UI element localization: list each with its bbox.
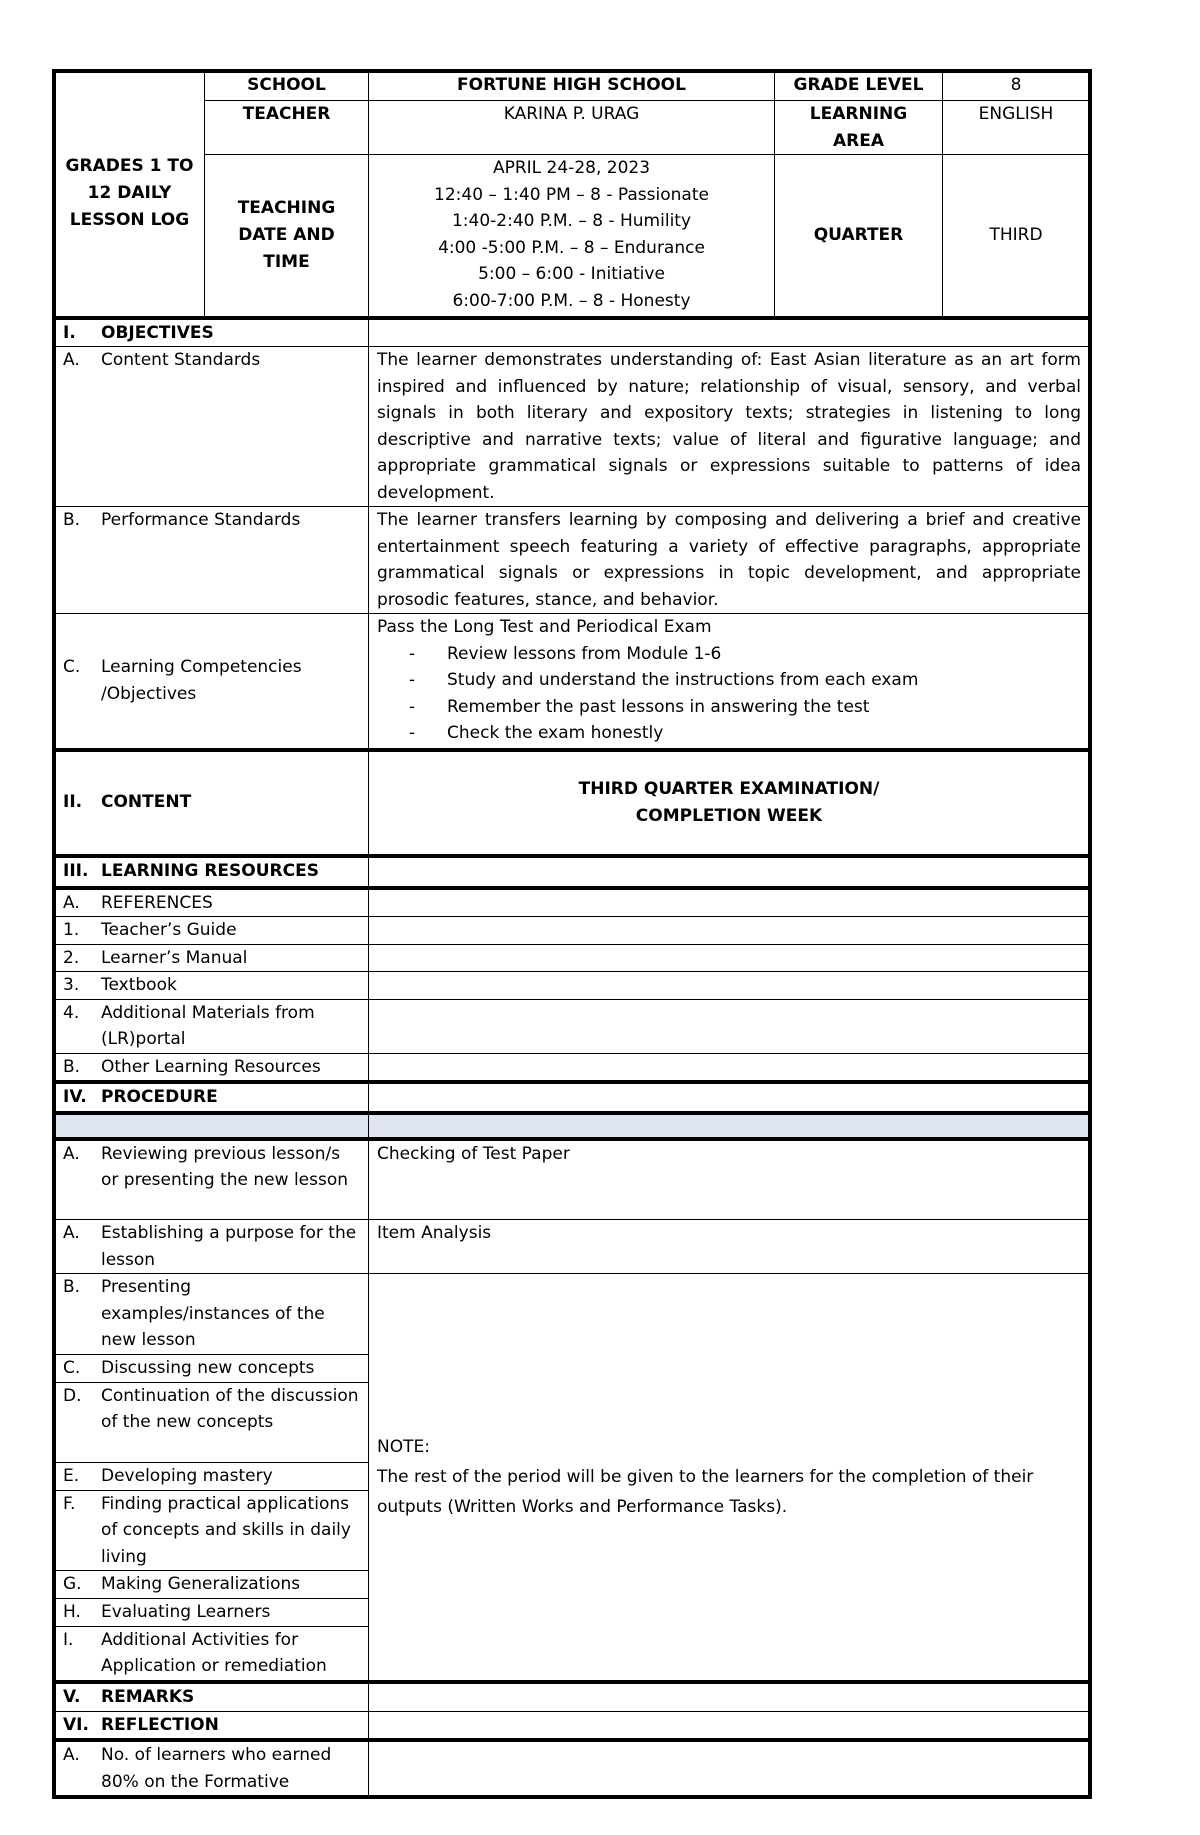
list-item: - Study and understand the instructions from each exam <box>408 670 919 690</box>
schedule-line: 1:40-2:40 P.M. – 8 - Humility <box>451 211 692 231</box>
log-title: GRADES 1 TO 12 DAILY LESSON LOG <box>55 72 205 318</box>
procedure-step-label: A. Establishing a purpose for the lesson <box>55 1220 369 1274</box>
schedule-line: 5:00 – 6:00 - Initiative <box>478 264 665 284</box>
quarter-value: THIRD <box>943 155 1090 318</box>
references-value <box>369 888 1090 917</box>
procedure-step-value: Item Analysis <box>369 1220 1090 1274</box>
reflection-item-label: A. No. of learners who earned 80% on the Formative <box>55 1740 369 1796</box>
schedule-line: 12:40 – 1:40 PM – 8 - Passionate <box>434 184 709 205</box>
procedure-step-label: B. Presenting examples/instances of the new lesson <box>55 1274 369 1355</box>
performance-standards-text: The learner transfers learning by composing and delivering a brief and creative entertainment speech featuring a variety of effective paragraphs, appropriate grammatical signals or expressions in topic development, and appropriate prosodic features, stance, and behavior. <box>369 507 1090 614</box>
additional-materials-value <box>369 999 1090 1053</box>
note-text: The rest of the period will be given to the learners for the completion of their outputs (Written Works and Performance Tasks). <box>377 1467 1034 1517</box>
grade-level-value: 8 <box>943 72 1090 101</box>
procedure-step-label: E. Developing mastery <box>55 1462 369 1490</box>
reflection-value <box>369 1711 1090 1740</box>
procedure-step-label: C. Discussing new concepts <box>55 1354 369 1382</box>
daily-lesson-log-table <box>54 71 1090 1797</box>
reflection-heading: VI. REFLECTION <box>55 1711 369 1740</box>
textbook-value <box>369 972 1090 1000</box>
teacher-value: KARINA P. URAG <box>369 101 775 155</box>
content-standards-text: The learner demonstrates understanding of: East Asian literature as an art form inspired and influenced by nature; relationship of visual, sensory, and verbal signals in both literary and expository texts; strategies in listening to long descriptive and narrative texts; value of literal and figurative language; and appropriate grammatical signals or expressions suitable to patterns of idea development. <box>369 347 1090 507</box>
procedure-step-label: H. Evaluating Learners <box>55 1599 369 1627</box>
learning-resources-heading: III. LEARNING RESOURCES <box>55 856 369 888</box>
list-item: - Review lessons from Module 1-6 <box>408 643 722 664</box>
learning-resources-value <box>369 856 1090 888</box>
schedule-line: 6:00-7:00 P.M. – 8 - Honesty <box>452 290 691 311</box>
quarter-label: QUARTER <box>775 155 943 318</box>
procedure-heading: IV. PROCEDURE <box>55 1082 369 1113</box>
additional-materials-label: 4. Additional Materials from (LR)portal <box>55 999 369 1053</box>
content-heading: II. CONTENT <box>55 750 369 856</box>
learners-manual-label: 2. Learner’s Manual <box>55 944 369 972</box>
other-resources-label: B. Other Learning Resources <box>55 1053 369 1082</box>
procedure-step-label: D. Continuation of the discussion of the new concepts <box>55 1382 369 1462</box>
objectives-heading: I. OBJECTIVES <box>55 318 369 347</box>
reflection-item-value <box>369 1740 1090 1796</box>
procedure-step-label: A. Reviewing previous lesson/s or presenting the new lesson <box>55 1139 369 1220</box>
school-label: SCHOOL <box>205 72 369 101</box>
list-item: - Remember the past lessons in answering the test <box>408 696 870 717</box>
content-value: THIRD QUARTER EXAMINATION/ COMPLETION WEEK <box>369 750 1090 856</box>
schedule-line: APRIL 24-28, 2023 <box>492 158 651 178</box>
learning-competencies-content <box>369 614 1090 750</box>
note-label: NOTE: <box>377 1437 430 1457</box>
schedule-line: 4:00 -5:00 P.M. – 8 – Endurance <box>438 237 705 258</box>
learning-area-value: ENGLISH <box>943 101 1090 155</box>
procedure-value <box>369 1082 1090 1113</box>
procedure-note <box>369 1274 1090 1683</box>
procedure-step-label: G. Making Generalizations <box>55 1571 369 1599</box>
remarks-heading: V. REMARKS <box>55 1682 369 1711</box>
procedure-step-value: Checking of Test Paper <box>369 1139 1090 1220</box>
teaching-schedule <box>369 155 775 318</box>
remarks-value <box>369 1682 1090 1711</box>
content-standards-label: A. Content Standards <box>55 347 369 507</box>
performance-standards-label: B. Performance Standards <box>55 507 369 614</box>
school-value: FORTUNE HIGH SCHOOL <box>369 72 775 101</box>
teacher-label: TEACHER <box>205 101 369 155</box>
other-resources-value <box>369 1053 1090 1082</box>
teachers-guide-value <box>369 917 1090 945</box>
procedure-shaded-row <box>369 1113 1090 1139</box>
grade-level-label: GRADE LEVEL <box>775 72 943 101</box>
learners-manual-value <box>369 944 1090 972</box>
procedure-step-label: F. Finding practical applications of concepts and skills in daily living <box>55 1490 369 1571</box>
learning-competencies-label: C. Learning Competencies /Objectives <box>55 614 369 750</box>
learning-area-label: LEARNING AREA <box>775 101 943 155</box>
competencies-intro: Pass the Long Test and Periodical Exam <box>377 617 712 637</box>
procedure-shaded-row <box>55 1113 369 1139</box>
teachers-guide-label: 1. Teacher’s Guide <box>55 917 369 945</box>
references-label: A. REFERENCES <box>55 888 369 917</box>
objectives-value <box>369 318 1090 347</box>
list-item: - Check the exam honestly <box>408 723 664 743</box>
textbook-label: 3. Textbook <box>55 972 369 1000</box>
teaching-date-time-label: TEACHING DATE AND TIME <box>205 155 369 318</box>
procedure-step-label: I. Additional Activities for Application or remediation <box>55 1626 369 1682</box>
